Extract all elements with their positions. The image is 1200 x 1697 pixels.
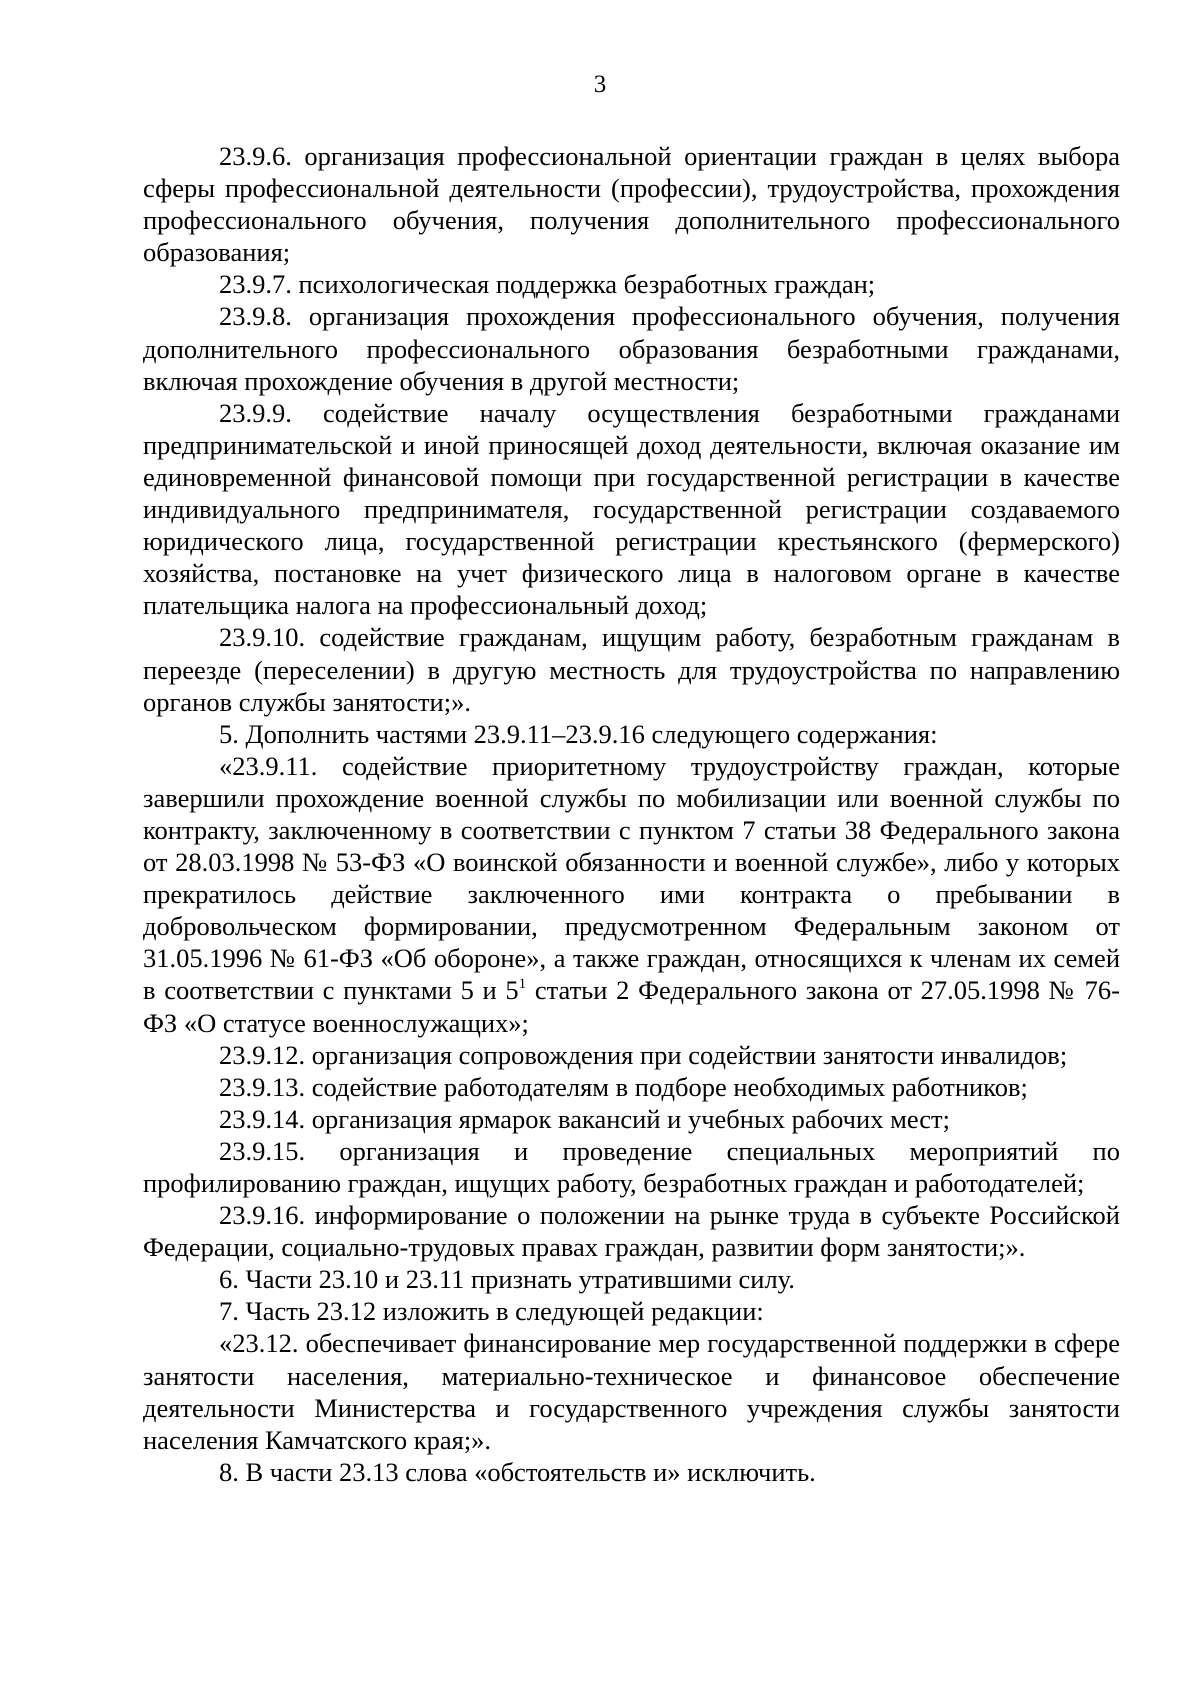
paragraph-23-9-15: 23.9.15. организация и проведение специальных мероприятий по профилированию граждан, ищущих работу, безработных граждан и работодателей; [143, 1135, 1120, 1198]
paragraph-23-9-11-text-a: «23.9.11. содействие приоритетному трудоустройству граждан, которые завершили прохождение военной службы по мобилизации или военной службы по контракту, заключенному в соответствии с пунктом 7 статьи 38 Федерального закона от 28.03.1998 № 53-ФЗ «О воинской обязанности и военной службе», либо у которых прекратилось действие заключенного ими контракта о пребывании в добровольческом формировании, предусмотренном Федеральным законом от 31.05.1996 № 61-ФЗ «Об обороне», а также граждан, относящихся к членам их семей в соответствии с пунктами 5 и 5 [143, 750, 1120, 1006]
paragraph-item-7: 7. Часть 23.12 изложить в следующей редакции: [219, 1296, 764, 1327]
paragraph-23-9-10: 23.9.10. содействие гражданам, ищущим работу, безработным гражданам в переезде (переселении) в другую местность для трудоустройства по направлению органов службы занятости;». [143, 622, 1120, 717]
paragraph-23-9-11 [143, 750, 1120, 1039]
paragraph-item-5: 5. Дополнить частями 23.9.11–23.9.16 следующего содержания: [219, 718, 938, 749]
superscript-marker: 1 [518, 976, 527, 993]
paragraph-23-9-13: 23.9.13. содействие работодателям в подборе необходимых работников; [219, 1071, 1028, 1102]
paragraph-23-9-7: 23.9.7. психологическая поддержка безработных граждан; [219, 269, 876, 300]
paragraph-23-9-9: 23.9.9. содействие началу осуществления безработными гражданами предпринимательской и иной приносящей доход деятельности, включая оказание им единовременной финансовой помощи при государственной регистрации в качестве индивидуального предпринимателя, государственной регистрации создаваемого юридического лица, государственной регистрации крестьянского (фермерского) хозяйства, постановке на учет физического лица в налоговом органе в качестве плательщика налога на профессиональный доход; [143, 397, 1120, 621]
paragraph-23-9-6: 23.9.6. организация профессиональной ориентации граждан в целях выбора сферы профессиональной деятельности (профессии), трудоустройства, прохождения профессионального обучения, получения дополнительного профессионального образования; [143, 141, 1120, 268]
paragraph-item-6: 6. Части 23.10 и 23.11 признать утратившими силу. [219, 1264, 795, 1295]
paragraph-item-8: 8. В части 23.13 слова «обстоятельств и» исключить. [219, 1456, 816, 1487]
paragraph-23-12: «23.12. обеспечивает финансирование мер государственной поддержки в сфере занятости населения, материально-техническое и финансовое обеспечение деятельности Министерства и государственного учреждения службы занятости населения Камчатского края;». [143, 1328, 1120, 1455]
document-body [143, 140, 1120, 1488]
paragraph-23-9-8: 23.9.8. организация прохождения профессионального обучения, получения дополнительного профессионального образования безработными гражданами, включая прохождение обучения в другой местности; [143, 301, 1120, 396]
paragraph-23-9-14: 23.9.14. организация ярмарок вакансий и учебных рабочих мест; [219, 1103, 950, 1134]
page-number: 3 [593, 71, 607, 98]
paragraph-23-9-12: 23.9.12. организация сопровождения при содействии занятости инвалидов; [219, 1039, 1068, 1070]
paragraph-23-9-16: 23.9.16. информирование о положении на рынке труда в субъекте Российской Федерации, социально-трудовых правах граждан, развитии форм занятости;». [143, 1200, 1120, 1263]
paragraph-23-9-11-text-b: статьи 2 Федерального закона от 27.05.1998 № 76-ФЗ «О статусе военнослужащих»; [143, 975, 1121, 1038]
